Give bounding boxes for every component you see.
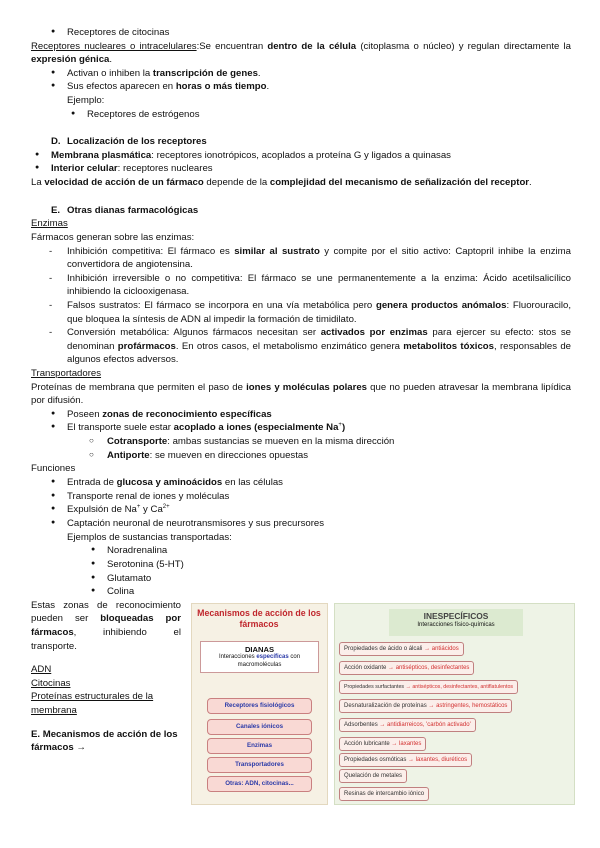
section-heading-d: D. Localización de los receptores [51, 136, 207, 148]
item: Propiedades osmóticas → laxantes, diuréticos [339, 753, 472, 767]
link-proteinas: Proteínas estructurales de la membrana [31, 691, 154, 717]
subheading-transportadores: Transportadores [31, 368, 102, 380]
pill-receptores: Receptores fisiológicos [207, 698, 312, 714]
left-column [31, 599, 181, 755]
list-item: - Inhibición competitiva: El fármaco es similar al sustrato y compite por el sitio activo: Captopril inhibe la enzima convertidora de angiotensina. [31, 245, 571, 272]
list-item: - Conversión metabólica: Algunos fármacos necesitan ser activados por enzimas para ejercer su efecto: stos se denominan profármacos. En otros casos, el metabolismo enzimático genera metabolitos tóxicos, responsables de algunos efectos adversos. [31, 326, 571, 367]
subheading-enzimas: Enzimas [31, 218, 68, 230]
list-item: ● Membrana plasmática: receptores ionotrópicos, acoplados a proteína G y ligados a quinasas [31, 149, 571, 163]
item: Acción oxidante → antisépticos, desinfectantes [339, 661, 474, 675]
list-item: - Falsos sustratos: El fármaco se incorpora en una vía metabólica pero genera productos anómalos: Fluorouracilo, que bloquea la síntesis de ADN al impedir la formación de timidilato. [31, 299, 571, 326]
list-item: ● Captación neuronal de neurotransmisores y sus precursores [31, 517, 571, 531]
list-item: ● Colina [31, 585, 571, 599]
list-item: ● Sus efectos aparecen en horas o más tiempo. [31, 80, 571, 94]
diagram-title: Mecanismos de acción de los fármacos [197, 608, 321, 629]
item: Desnaturalización de proteínas → astringentes, hemostáticos [339, 699, 512, 713]
dianas-box: DIANAS Interacciones específicas con macromoléculas [200, 641, 319, 673]
list-item: ● Interior celular: receptores nucleares [31, 162, 571, 176]
pill-otras: Otras: ADN, citocinas... [207, 776, 312, 792]
section-heading-e: E. Otras dianas farmacológicas [51, 204, 199, 216]
item: Adsorbentes → antidiarreicos, 'carbón activado' [339, 718, 476, 732]
list-item: ● Serotonina (5-HT) [31, 558, 571, 572]
list-item: ● Expulsión de Na+ y $Ca^{2+}$ [31, 503, 571, 517]
pill-canales: Canales iónicos [207, 719, 312, 735]
pill-transportadores: Transportadores [207, 757, 312, 773]
item: Acción lubricante → laxantes [339, 737, 426, 751]
example-label: Ejemplo: [67, 95, 105, 107]
paragraph: La velocidad de acción de un fármaco depende de la complejidad del mecanismo de señalización del receptor. [31, 177, 532, 189]
paragraph: Estas zonas de reconocimiento pueden ser bloqueadas por fármacos, inhibiendo el transporte. [31, 599, 181, 652]
paragraph: Receptores nucleares o intracelulares:Se encuentran dentro de la célula (citoplasma o núcleo) y regulan directamente la expresión génica. [31, 40, 571, 66]
list-item: ○ Antiporte: se mueven en direcciones opuestas [31, 449, 571, 463]
list-item: ● Entrada de glucosa y aminoácidos en las células [31, 476, 571, 490]
item: Resinas de intercambio iónico [339, 787, 429, 801]
paragraph: Fármacos generan sobre las enzimas: [31, 231, 195, 243]
list-item: ● Poseen zonas de reconocimiento específicas [31, 408, 571, 422]
inespecificos-box: INESPECÍFICOS Interacciones físico-químicas [389, 609, 523, 636]
item: Propiedades surfactantes → antisépticos, desinfectantes, antiflatulentos [339, 680, 518, 694]
list-item: ● Transporte renal de iones y moléculas [31, 490, 571, 504]
inespecificos-panel [334, 603, 575, 805]
section-heading-mechanisms: E. Mecanismos de acción de los fármacos → [31, 728, 178, 754]
list-item: ● Noradrenalina [31, 544, 571, 558]
list-item: ● Glutamato [31, 572, 571, 586]
mechanisms-diagram [191, 603, 573, 803]
list-item: ● Receptores de citocinas [31, 26, 571, 40]
paragraph: Proteínas de membrana que permiten el paso de iones y moléculas polares que no pueden atravesar la membrana lipídica por difusión. [31, 381, 571, 407]
item: Quelación de metales [339, 769, 407, 783]
link-citocinas: Citocinas [31, 677, 71, 689]
list-item: ○ Cotransporte: ambas sustancias se mueven en la misma dirección [31, 435, 571, 449]
pill-enzimas: Enzimas [207, 738, 312, 754]
list-item: ● El transporte suele estar acoplado a iones (especialmente Na+) [31, 421, 571, 435]
dianas-panel [191, 603, 328, 805]
link-adn: ADN [31, 664, 52, 676]
paragraph: Ejemplos de sustancias transportadas: [67, 531, 232, 543]
list-item: ● Activan o inhiben la transcripción de genes. [31, 67, 571, 81]
item: Propiedades de ácido o álcali → antiácidos [339, 642, 464, 656]
list-item: ● Receptores de estrógenos [31, 108, 571, 122]
list-item: - Inhibición irreversible o no competitiva: El fármaco se une permanentemente a la enzima: Ácido acetilsalicílico inhibiendo la ciclooxigenasa. [31, 272, 571, 299]
subheading-funciones: Funciones [31, 463, 76, 475]
